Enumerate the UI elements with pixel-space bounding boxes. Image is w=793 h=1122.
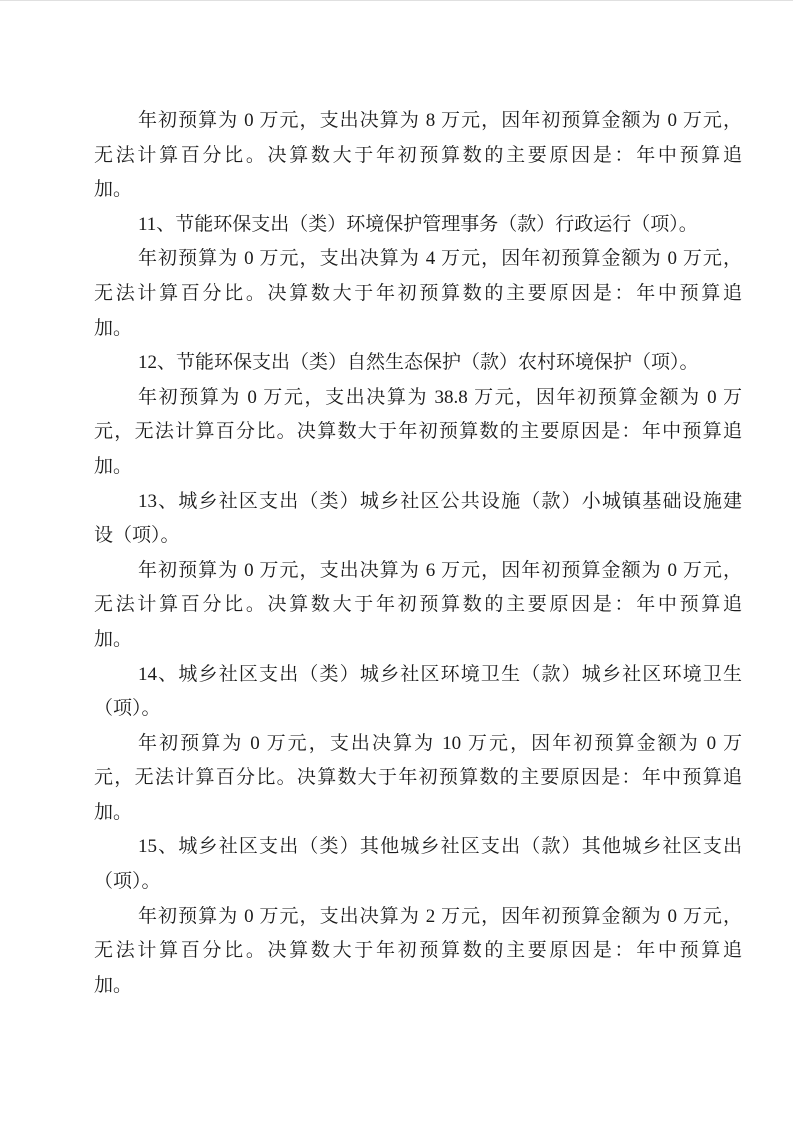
text-line: （项）。 [94,698,161,720]
para-item-14 [94,658,742,727]
text-line: 年初预算为 0 万元，支出决算为 6 万元，因年初预算金额为 0 万元， [138,559,742,581]
text-line: 14、城乡社区支出（类）城乡社区环境卫生（款）城乡社区环境卫生 [138,663,742,685]
para-explain-item-14 [94,727,742,831]
text-line: 无法计算百分比。决算数大于年初预算数的主要原因是：年中预算追 [94,282,742,304]
text-line: 年初预算为 0 万元，支出决算为 8 万元，因年初预算金额为 0 万元， [138,110,742,131]
text-line: 无法计算百分比。决算数大于年初预算数的主要原因是：年中预算追 [94,594,742,616]
text-line: 加。 [94,974,133,996]
text-line: 年初预算为 0 万元，支出决算为 4 万元，因年初预算金额为 0 万元， [138,248,742,270]
para-explain-item-10 [94,104,742,208]
para-item-12 [94,346,742,381]
text-line: 加。 [94,801,133,823]
text-line: 无法计算百分比。决算数大于年初预算数的主要原因是：年中预算追 [94,940,742,962]
para-explain-item-15 [94,900,742,1004]
para-explain-item-11 [94,242,742,346]
para-explain-item-13 [94,554,742,658]
para-item-13 [94,485,742,554]
text-line: 设（项）。 [94,525,180,547]
text-line: 元，无法计算百分比。决算数大于年初预算数的主要原因是：年中预算追 [94,421,742,443]
text-line: 15、城乡社区支出（类）其他城乡社区支出（款）其他城乡社区支出 [138,836,742,858]
text-line: 13、城乡社区支出（类）城乡社区公共设施（款）小城镇基础设施建 [138,490,742,512]
text-line: 12、节能环保支出（类）自然生态保护（款）农村环境保护（项）。 [138,352,699,374]
text-line: 年初预算为 0 万元，支出决算为 2 万元，因年初预算金额为 0 万元， [138,905,742,927]
text-line: 元，无法计算百分比。决算数大于年初预算数的主要原因是：年中预算追 [94,767,742,789]
text-line: 加。 [94,317,133,339]
text-line: 11、节能环保支出（类）环境保护管理事务（款）行政运行（项）。 [138,213,698,235]
text-line: 加。 [94,455,133,477]
text-line: 无法计算百分比。决算数大于年初预算数的主要原因是：年中预算追 [94,144,742,166]
para-item-11 [94,208,742,243]
text-line: 年初预算为 0 万元，支出决算为 10 万元，因年初预算金额为 0 万 [138,732,742,754]
text-line: 加。 [94,628,133,650]
text-line: 年初预算为 0 万元，支出决算为 38.8 万元，因年初预算金额为 0 万 [138,386,742,408]
para-explain-item-12 [94,381,742,485]
document-content [94,104,742,1003]
para-item-15 [94,830,742,899]
text-line: 加。 [94,179,133,201]
text-line: （项）。 [94,871,161,893]
